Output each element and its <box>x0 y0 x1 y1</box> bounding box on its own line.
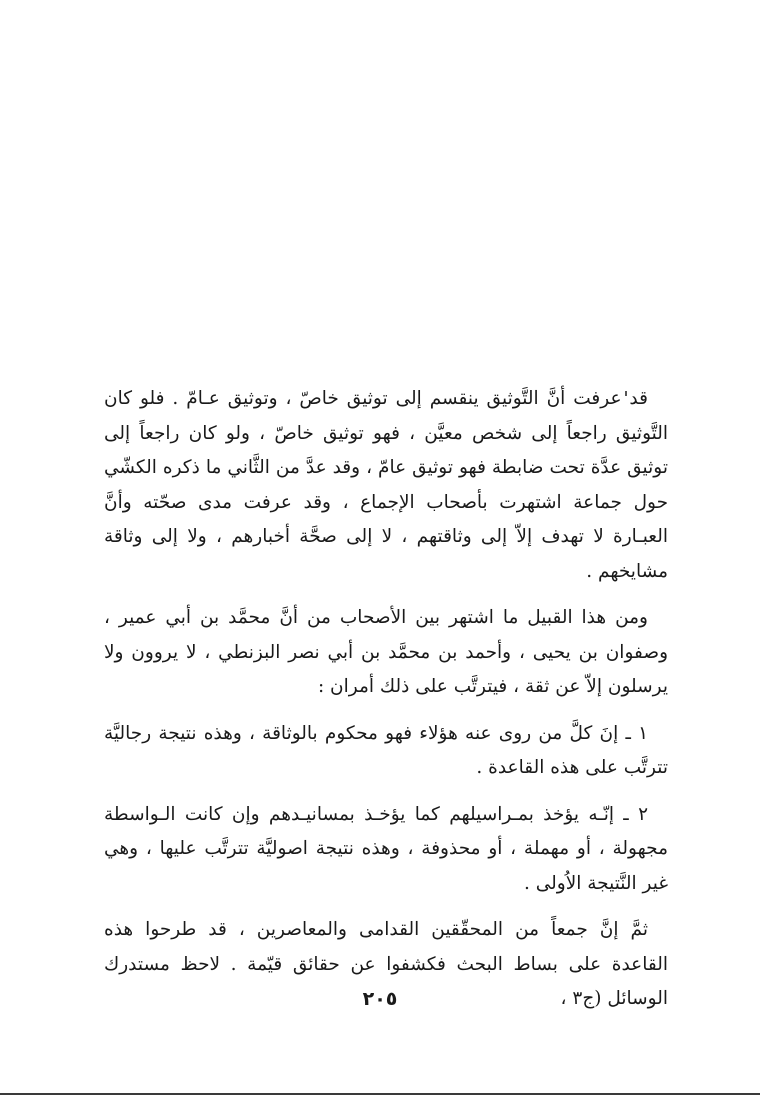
paragraph-3: ١ ـ إنَ كلَّ من روى عنه هؤلاء فهو محكوم بالوثاقة ، وهذه نتيجة رجاليَّة تترتَّب على هذه القاعدة . <box>104 722 668 778</box>
paragraph-4: ٢ ـ إنّـه يؤخذ بمـراسيلهم كما يؤخـذ بمسانيـدهم وإن كانت الـواسطة مجهولة ، أو مهملة ، أو محذوفة ، وهذه نتيجة اصوليَّة تترتَّب عليها ، وهي غير النَّتيجة الاُولى . <box>104 803 668 894</box>
paragraph-2: ومن هذا القبيل ما اشتهر بين الأصحاب من أنَّ محمَّد بن أبي عمير ، وصفوان بن يحيى ، وأحمد بن محمَّد بن أبي نصر البزنطي ، لا يروون ولا يرسلون إلاّ عن ثقة ، فيترتَّب على ذلك أمران : <box>104 607 668 697</box>
paragraph-1: قد عرفت أنَّ التَّوثيق ينقسم إلى توثيق خاصّ ، وتوثيق عـامّ . فلو كان التَّوثيق راجعاً إلى شخص معيَّن ، فهو توثيق خاصّ ، ولو كان راجعاً إلى توثيق عدَّة تحت ضابطة فهو توثيق عامّ ، وقد عدَّ من الثَّاني ما ذكره الكشّي حول جماعة اشتهرت بأصحاب الإجماع ، وقد عرفت مدى صحّته وأنَّ العبـارة لا تهدف إلاّ إلى وثاقتهم ، لا إلى صحَّة أخبارهم ، ولا إلى وثاقة مشايخهم . <box>104 388 668 582</box>
page-number: ٢٠٥ <box>362 988 398 1010</box>
body-text <box>104 382 668 1017</box>
paragraph-5: ثمَّ إنَّ جمعاً من المحقّقين القدامى والمعاصرين ، قد طرحوا هذه القاعدة على بساط البحث فكشفوا عن حقائق قيّمة . لاحظ مستدرك الوسائل (ج٣ ، <box>104 919 668 1009</box>
